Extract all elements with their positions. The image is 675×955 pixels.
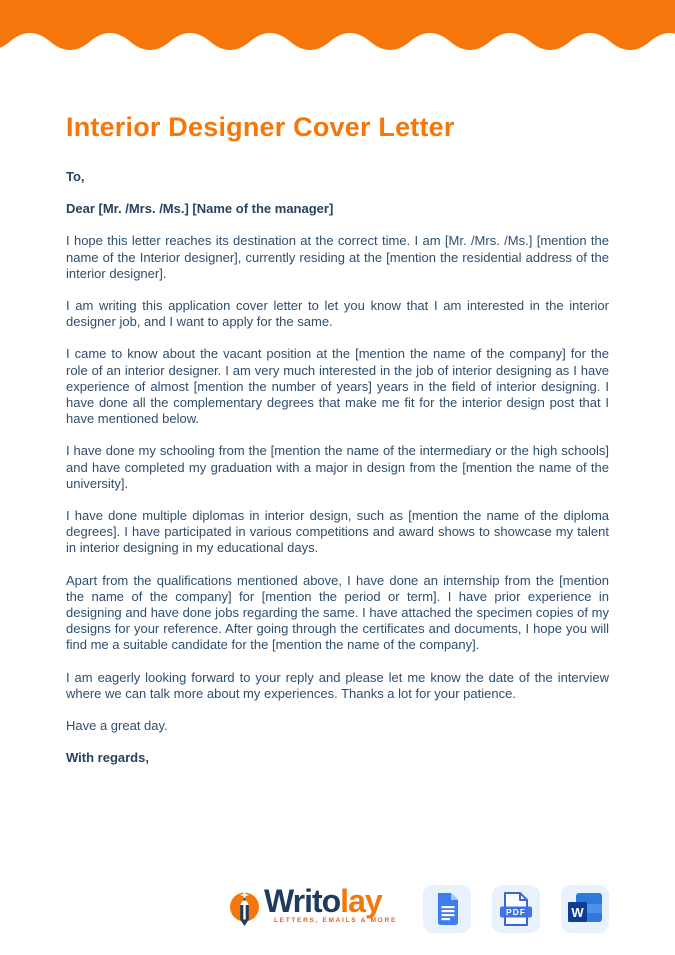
letter-greeting: Dear [Mr. /Mrs. /Ms.] [Name of the manager] xyxy=(66,201,334,217)
brand-name xyxy=(264,882,397,919)
brand-name-accent: lay xyxy=(340,882,382,919)
pdf-icon xyxy=(498,890,534,928)
word-icon xyxy=(566,891,604,927)
letter-paragraph: I hope this letter reaches its destination at the correct time. I am [Mr. /Mrs. /Ms.] [mention the name of the Interior designer], currently residing at the [mention the residential address of the interior designer]. xyxy=(66,233,609,281)
word-download-button[interactable] xyxy=(561,885,609,933)
pdf-badge-text: PDF xyxy=(506,907,526,917)
letter-paragraph: I have done multiple diplomas in interior design, such as [mention the name of the diploma degrees]. I have participated in various competitions and award shows to showcase my talent in interior designing in my educational days. xyxy=(66,508,609,556)
wave-header-decoration xyxy=(0,0,675,56)
letter-content xyxy=(66,112,609,782)
writolay-logo[interactable] xyxy=(229,882,397,933)
writolay-pencil-icon xyxy=(229,888,260,933)
word-badge-text: W xyxy=(571,905,584,920)
letter-paragraph: I came to know about the vacant position at the [mention the name of the company] for the role of an interior designer. I am very much interested in the job of interior designing as I have experience of almost [mention the number of years] years in the field of interior designing. I have done all the complementary degrees that make me fit for the interior design post that I have mentioned below. xyxy=(66,346,609,427)
letter-sign-off: With regards, xyxy=(66,750,149,766)
wave-icon xyxy=(0,0,675,56)
brand-tagline: LETTERS, EMAILS & MORE xyxy=(274,916,397,924)
letter-to-line: To, xyxy=(66,169,85,184)
writolay-wordmark xyxy=(264,882,397,924)
download-options xyxy=(423,885,609,933)
letter-body xyxy=(66,169,609,766)
footer xyxy=(229,882,609,933)
pdf-download-button[interactable] xyxy=(492,885,540,933)
letter-sign-off-wish: Have a great day. xyxy=(66,718,168,734)
letter-paragraph: I have done my schooling from the [mention the name of the intermediary or the high schools] and have completed my graduation with a major in design from the [mention the name of the university]. xyxy=(66,443,609,491)
brand-name-primary: Writo xyxy=(264,882,341,919)
letter-paragraph: I am writing this application cover letter to let you know that I am interested in the interior designer job, and I want to apply for the same. xyxy=(66,298,609,330)
letter-paragraph: Apart from the qualifications mentioned above, I have done an internship from the [mention the name of the company] for [mention the period or term]. I have prior experience in designing and have done jobs regarding the same. I have attached the specimen copies of my designs for your reference. After going through the certificates and documents, I hope you will find me a suitable candidate for the [mention the name of the company]. xyxy=(66,572,609,653)
letter-paragraph: I am eagerly looking forward to your reply and please let me know the date of the interview where we can talk more about my experiences. Thanks a lot for your patience. xyxy=(66,669,609,701)
page-title: Interior Designer Cover Letter xyxy=(66,112,455,142)
google-docs-download-button[interactable] xyxy=(423,885,471,933)
google-docs-icon xyxy=(434,892,460,926)
